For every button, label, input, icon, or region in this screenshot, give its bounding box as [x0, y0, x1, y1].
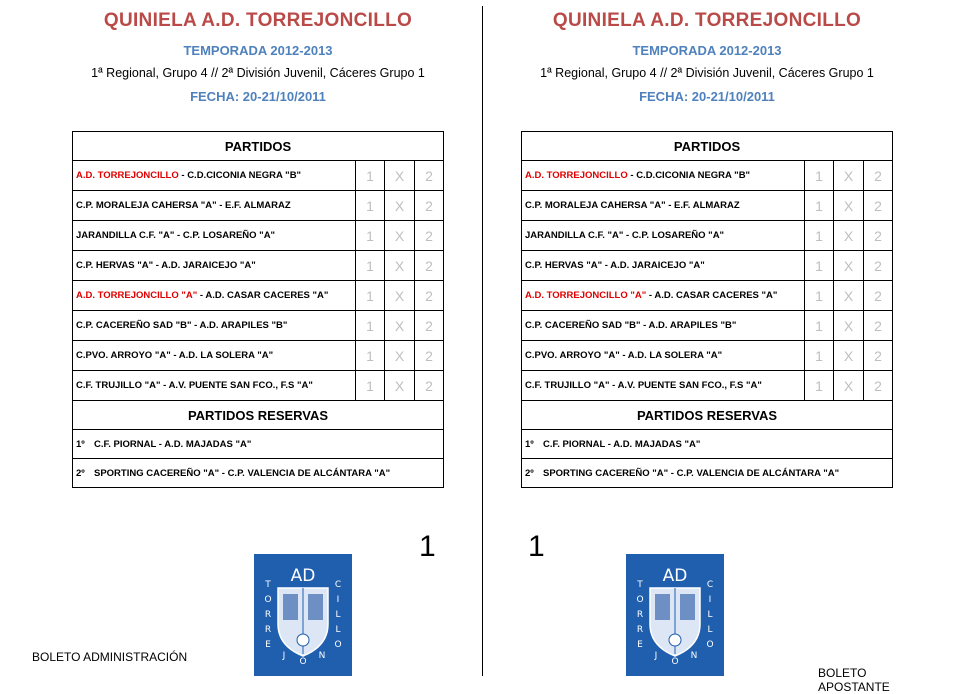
match-name: [73, 221, 356, 251]
matches-header: PARTIDOS: [522, 132, 893, 161]
match-name: [73, 341, 356, 371]
option-2[interactable]: 2: [864, 371, 893, 401]
match-name: [73, 311, 356, 341]
ticket-apostante: [449, 0, 919, 694]
option-x[interactable]: X: [834, 371, 864, 401]
logo-letter: C: [334, 580, 342, 590]
matches-table: [521, 131, 893, 488]
match-teams: C.P. HERVAS "A" - A.D. JARAICEJO "A": [525, 260, 705, 271]
logo-letter: AD: [662, 566, 688, 586]
reserve-match: [73, 430, 444, 459]
option-x[interactable]: X: [385, 161, 415, 191]
match-teams: JARANDILLA C.F. "A" - C.P. LOSAREÑO "A": [76, 230, 276, 241]
match-teams: - A.D. CASAR CACERES "A": [197, 290, 329, 301]
match-row: [73, 161, 444, 191]
reserve-row: [73, 459, 444, 488]
date-label: FECHA: 20-21/10/2011: [190, 89, 326, 104]
club-crest-icon: [626, 554, 724, 676]
logo-letter: C: [706, 580, 714, 590]
option-x[interactable]: X: [385, 311, 415, 341]
match-name: [522, 191, 805, 221]
logo-letter: N: [690, 651, 698, 661]
match-row: [73, 371, 444, 401]
home-team: A.D. TORREJONCILLO: [76, 170, 179, 181]
option-x[interactable]: X: [385, 341, 415, 371]
home-team: A.D. TORREJONCILLO "A": [525, 290, 647, 301]
option-2[interactable]: 2: [415, 311, 444, 341]
logo-letter: E: [265, 640, 271, 650]
ticket-title: QUINIELA A.D. TORREJONCILLO: [552, 10, 862, 31]
matches-table: [72, 131, 444, 488]
match-teams: C.P. MORALEJA CAHERSA "A" - E.F. ALMARAZ: [76, 200, 291, 211]
reserve-row: [522, 430, 893, 459]
ticket-number: 1: [419, 530, 436, 563]
option-1[interactable]: 1: [805, 281, 834, 311]
option-1[interactable]: 1: [805, 341, 834, 371]
option-1[interactable]: 1: [356, 221, 385, 251]
match-teams: C.P. MORALEJA CAHERSA "A" - E.F. ALMARAZ: [525, 200, 740, 211]
matches-header: PARTIDOS: [73, 132, 444, 161]
match-teams: C.PVO. ARROYO "A" - A.D. LA SOLERA "A": [76, 350, 274, 361]
option-x[interactable]: X: [385, 251, 415, 281]
option-x[interactable]: X: [834, 221, 864, 251]
option-2[interactable]: 2: [864, 251, 893, 281]
option-1[interactable]: 1: [356, 371, 385, 401]
logo-letter: L: [707, 610, 713, 620]
match-teams: C.P. CACEREÑO SAD "B" - A.D. ARAPILES "B": [525, 320, 737, 331]
logo-letter: O: [299, 657, 307, 667]
reserve-row: [73, 430, 444, 459]
logo-letter: I: [708, 595, 712, 605]
groups-label: 1ª Regional, Grupo 4 // 2ª División Juvenil, Cáceres Grupo 1: [540, 66, 874, 80]
option-2[interactable]: 2: [415, 281, 444, 311]
match-row: [73, 221, 444, 251]
logo-letter: T: [637, 580, 643, 590]
match-row: [522, 191, 893, 221]
reserves-header: PARTIDOS RESERVAS: [73, 401, 444, 430]
option-x[interactable]: X: [385, 221, 415, 251]
logo-letter: AD: [290, 566, 316, 586]
option-x[interactable]: X: [385, 371, 415, 401]
logo-letter: T: [265, 580, 271, 590]
match-name: [522, 341, 805, 371]
match-row: [522, 341, 893, 371]
option-1[interactable]: 1: [356, 341, 385, 371]
reserve-match: [522, 430, 893, 459]
reserve-row: [522, 459, 893, 488]
match-name: [73, 251, 356, 281]
footer-label: BOLETO APOSTANTE: [818, 666, 890, 694]
option-2[interactable]: 2: [864, 191, 893, 221]
logo-letter: O: [706, 640, 714, 650]
season-label: TEMPORADA 2012-2013: [632, 43, 782, 58]
footer-label: BOLETO ADMINISTRACIÓN: [32, 650, 188, 664]
match-name: [73, 281, 356, 311]
ticket-number: 1: [528, 530, 545, 563]
match-teams: JARANDILLA C.F. "A" - C.P. LOSAREÑO "A": [525, 230, 725, 241]
logo-letter: E: [637, 640, 643, 650]
match-name: [522, 371, 805, 401]
match-name: [73, 161, 356, 191]
reserve-number: 1º: [525, 438, 534, 450]
ticket-administracion: [0, 0, 470, 682]
reserve-number: 2º: [525, 467, 534, 479]
match-row: [522, 371, 893, 401]
logo-letter: O: [264, 595, 272, 605]
match-name: [522, 251, 805, 281]
logo-letter: L: [707, 625, 713, 635]
ball-icon: [297, 634, 309, 646]
club-logo: [626, 554, 724, 676]
option-1[interactable]: 1: [805, 371, 834, 401]
reserve-teams: SPORTING CACEREÑO "A" - C.P. VALENCIA DE ALCÁNTARA "A": [543, 467, 840, 479]
reserve-number: 2º: [76, 467, 85, 479]
logo-letter: J: [282, 651, 286, 661]
logo-letter: L: [335, 625, 341, 635]
date-label: FECHA: 20-21/10/2011: [639, 89, 775, 104]
option-2[interactable]: 2: [864, 311, 893, 341]
logo-letter: O: [671, 657, 679, 667]
logo-letter: R: [264, 610, 272, 620]
reserve-teams: SPORTING CACEREÑO "A" - C.P. VALENCIA DE ALCÁNTARA "A": [94, 467, 391, 479]
option-1[interactable]: 1: [356, 281, 385, 311]
match-row: [522, 161, 893, 191]
match-name: [73, 191, 356, 221]
option-x[interactable]: X: [385, 281, 415, 311]
match-name: [522, 311, 805, 341]
logo-letter: N: [318, 651, 326, 661]
home-team: A.D. TORREJONCILLO: [525, 170, 628, 181]
option-x[interactable]: X: [385, 191, 415, 221]
reserve-number: 1º: [76, 438, 85, 450]
reserve-teams: C.F. PIORNAL - A.D. MAJADAS "A": [543, 438, 701, 450]
logo-letter: R: [264, 625, 272, 635]
match-name: [522, 161, 805, 191]
option-2[interactable]: 2: [415, 161, 444, 191]
match-name: [522, 221, 805, 251]
option-x[interactable]: X: [834, 191, 864, 221]
match-teams: C.PVO. ARROYO "A" - A.D. LA SOLERA "A": [525, 350, 723, 361]
option-2[interactable]: 2: [415, 191, 444, 221]
match-row: [73, 251, 444, 281]
option-1[interactable]: 1: [805, 251, 834, 281]
club-crest-icon: [254, 554, 352, 676]
option-2[interactable]: 2: [415, 221, 444, 251]
option-2[interactable]: 2: [864, 221, 893, 251]
option-1[interactable]: 1: [356, 161, 385, 191]
match-row: [522, 251, 893, 281]
option-2[interactable]: 2: [864, 161, 893, 191]
logo-letter: J: [654, 651, 658, 661]
option-2[interactable]: 2: [864, 281, 893, 311]
match-name: [73, 371, 356, 401]
logo-letter: L: [335, 610, 341, 620]
match-teams: C.F. TRUJILLO "A" - A.V. PUENTE SAN FCO., F.S "A": [525, 380, 762, 391]
match-row: [73, 281, 444, 311]
option-x[interactable]: X: [834, 251, 864, 281]
match-row: [73, 341, 444, 371]
match-row: [522, 221, 893, 251]
option-x[interactable]: X: [834, 311, 864, 341]
option-x[interactable]: X: [834, 161, 864, 191]
match-teams: - C.D.CICONIA NEGRA "B": [178, 170, 302, 181]
option-1[interactable]: 1: [356, 311, 385, 341]
option-2[interactable]: 2: [415, 251, 444, 281]
ticket-title: QUINIELA A.D. TORREJONCILLO: [103, 10, 413, 31]
home-team: A.D. TORREJONCILLO "A": [76, 290, 198, 301]
option-x[interactable]: X: [834, 341, 864, 371]
reserve-match: [73, 459, 444, 488]
logo-letter: R: [636, 610, 644, 620]
ball-icon: [669, 634, 681, 646]
season-label: TEMPORADA 2012-2013: [183, 43, 333, 58]
match-row: [522, 311, 893, 341]
option-2[interactable]: 2: [415, 371, 444, 401]
option-2[interactable]: 2: [864, 341, 893, 371]
match-row: [522, 281, 893, 311]
club-logo: [254, 554, 352, 676]
match-teams: - C.D.CICONIA NEGRA "B": [627, 170, 751, 181]
option-1[interactable]: 1: [805, 221, 834, 251]
logo-letter: O: [636, 595, 644, 605]
match-teams: C.P. HERVAS "A" - A.D. JARAICEJO "A": [76, 260, 256, 271]
option-1[interactable]: 1: [356, 251, 385, 281]
option-x[interactable]: X: [834, 281, 864, 311]
groups-label: 1ª Regional, Grupo 4 // 2ª División Juvenil, Cáceres Grupo 1: [91, 66, 425, 80]
reserves-header: PARTIDOS RESERVAS: [522, 401, 893, 430]
match-row: [73, 311, 444, 341]
option-1[interactable]: 1: [356, 191, 385, 221]
logo-letter: O: [334, 640, 342, 650]
option-1[interactable]: 1: [805, 191, 834, 221]
match-teams: C.P. CACEREÑO SAD "B" - A.D. ARAPILES "B": [76, 320, 288, 331]
match-teams: - A.D. CASAR CACERES "A": [646, 290, 778, 301]
match-teams: C.F. TRUJILLO "A" - A.V. PUENTE SAN FCO., F.S "A": [76, 380, 313, 391]
option-2[interactable]: 2: [415, 341, 444, 371]
match-row: [73, 191, 444, 221]
match-name: [522, 281, 805, 311]
logo-letter: I: [336, 595, 340, 605]
reserve-teams: C.F. PIORNAL - A.D. MAJADAS "A": [94, 438, 252, 450]
reserve-match: [522, 459, 893, 488]
logo-letter: R: [636, 625, 644, 635]
option-1[interactable]: 1: [805, 161, 834, 191]
option-1[interactable]: 1: [805, 311, 834, 341]
